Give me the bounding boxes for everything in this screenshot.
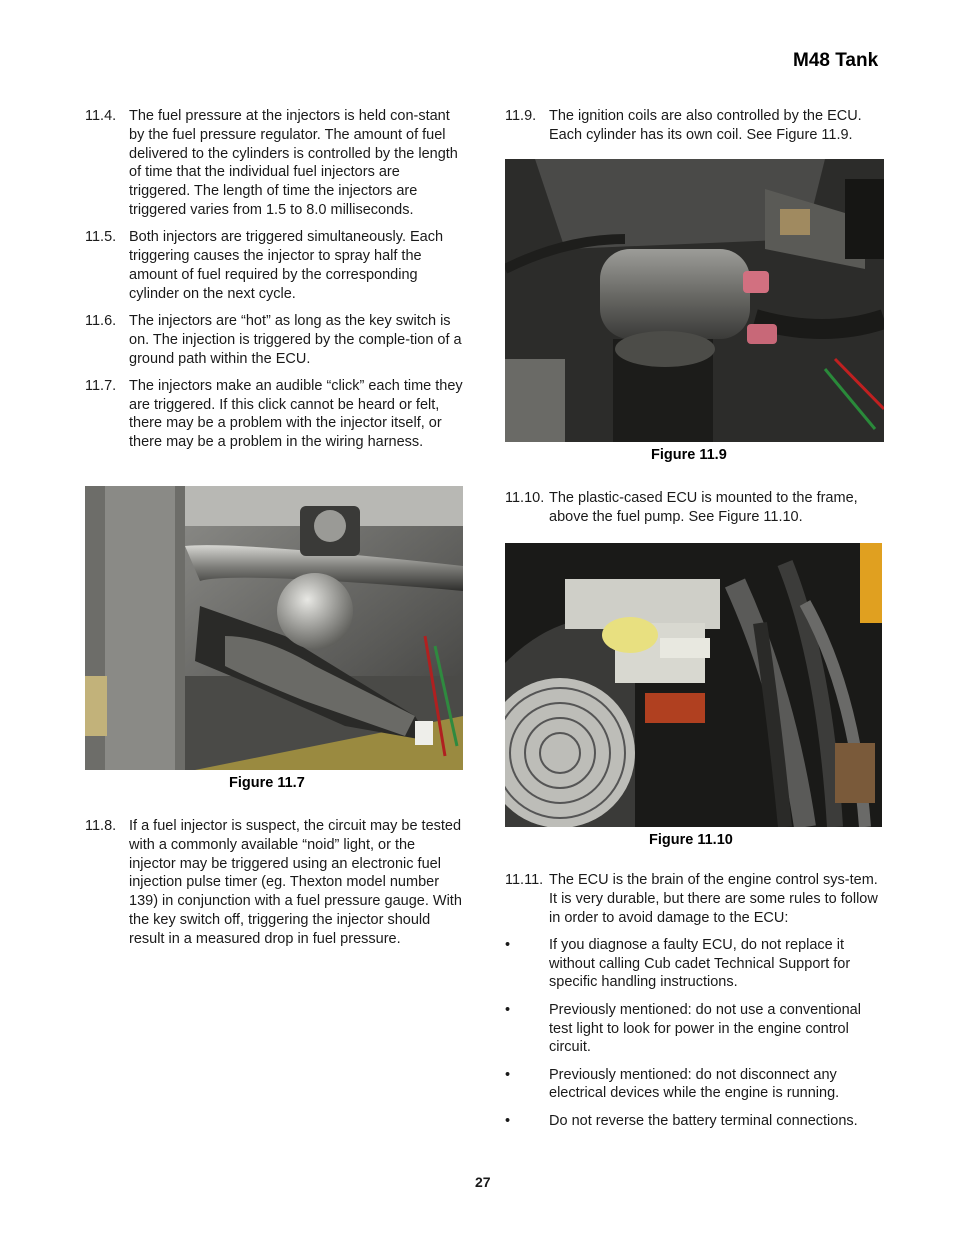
- figure-11-7-caption: Figure 11.7: [229, 775, 305, 791]
- bullet-item: [505, 1112, 885, 1131]
- bullet-text: Do not reverse the battery terminal connections.: [549, 1112, 858, 1129]
- bullet-mark: •: [505, 936, 511, 953]
- figure-11-10-caption: Figure 11.10: [649, 832, 733, 848]
- ecu-photo-illustration: [505, 543, 882, 827]
- figure-11-10-photo: [505, 543, 882, 827]
- paragraph-11-7: [85, 377, 465, 452]
- paragraph-11-6: [85, 312, 465, 368]
- left-column-lower: [85, 817, 465, 957]
- paragraph-11-5: [85, 228, 465, 303]
- bullet-item: [505, 1001, 885, 1057]
- paragraph-11-11: [505, 871, 885, 927]
- paragraph-number: 11.6.: [85, 312, 117, 329]
- right-column-middle: [505, 489, 885, 535]
- bullet-mark: •: [505, 1066, 511, 1083]
- left-column: [85, 107, 465, 461]
- bullet-text: Previously mentioned: do not use a conventional test light to look for power in the engine control circuit.: [549, 1001, 861, 1056]
- page-number: 27: [475, 1174, 491, 1190]
- paragraph-text: The ECU is the brain of the engine control sys-tem. It is very durable, but there are some rules to follow in order to avoid damage to the ECU:: [549, 872, 878, 926]
- ignition-coil-photo-illustration: [505, 159, 884, 442]
- paragraph-text: If a fuel injector is suspect, the circuit may be tested with a commonly available “noid” light, or the injector may be triggered using an electronic fuel injection pulse timer (eg. Thexton model number 139) in conjunction with a fuel pressure gauge. With the key switch off, triggering the injector should result in a measured drop in fuel pressure.: [129, 818, 462, 947]
- paragraph-text: The fuel pressure at the injectors is held con-stant by the fuel pressure regulator. The amount of fuel delivered to the cylinders is controlled by the length of time that the individual fuel injectors are triggered. The length of time the injectors are triggered varies from 1.5 to 8.0 milliseconds.: [129, 108, 458, 218]
- paragraph-text: The injectors make an audible “click” each time they are triggered. If this click cannot be heard or felt, there may be a problem with the injector itself, or there may be a problem in the wiring harness.: [129, 377, 463, 451]
- right-column-top: [505, 107, 885, 153]
- paragraph-number: 11.11.: [505, 872, 544, 888]
- paragraph-number: 11.4.: [85, 108, 117, 124]
- bullet-mark: •: [505, 1001, 511, 1018]
- figure-11-7-photo: [85, 486, 463, 770]
- bullet-text: Previously mentioned: do not disconnect any electrical devices while the engine is running.: [549, 1066, 840, 1102]
- paragraph-number: 11.10.: [505, 490, 545, 506]
- figure-11-9-caption: Figure 11.9: [651, 447, 727, 463]
- paragraph-11-8: [85, 817, 465, 949]
- paragraph-11-10: [505, 489, 885, 527]
- paragraph-number: 11.8.: [85, 818, 117, 834]
- bullet-item: [505, 1066, 885, 1104]
- figure-11-9-photo: [505, 159, 884, 442]
- paragraph-text: The plastic-cased ECU is mounted to the frame, above the fuel pump. See Figure 11.10.: [549, 490, 858, 525]
- paragraph-text: The injectors are “hot” as long as the key switch is on. The injection is triggered by the comple-tion of a ground path within the ECU.: [129, 312, 462, 367]
- right-column-lower: [505, 871, 885, 1139]
- bullet-text: If you diagnose a faulty ECU, do not replace it without calling Cub cadet Technical Support for specific handling instructions.: [549, 936, 851, 991]
- paragraph-11-4: [85, 107, 465, 220]
- paragraph-number: 11.7.: [85, 377, 117, 394]
- injector-photo-illustration: [85, 486, 463, 770]
- paragraph-number: 11.5.: [85, 229, 117, 246]
- paragraph-number: 11.9.: [505, 108, 537, 124]
- page-header-title: M48 Tank: [793, 50, 879, 71]
- paragraph-text: The ignition coils are also controlled by the ECU. Each cylinder has its own coil. See Figure 11.9.: [549, 108, 862, 143]
- paragraph-11-9: [505, 107, 885, 145]
- bullet-mark: •: [505, 1112, 511, 1129]
- paragraph-text: Both injectors are triggered simultaneously. Each triggering causes the injector to spray half the amount of fuel required by the corresponding cylinder on the next cycle.: [129, 229, 444, 302]
- bullet-item: [505, 936, 885, 992]
